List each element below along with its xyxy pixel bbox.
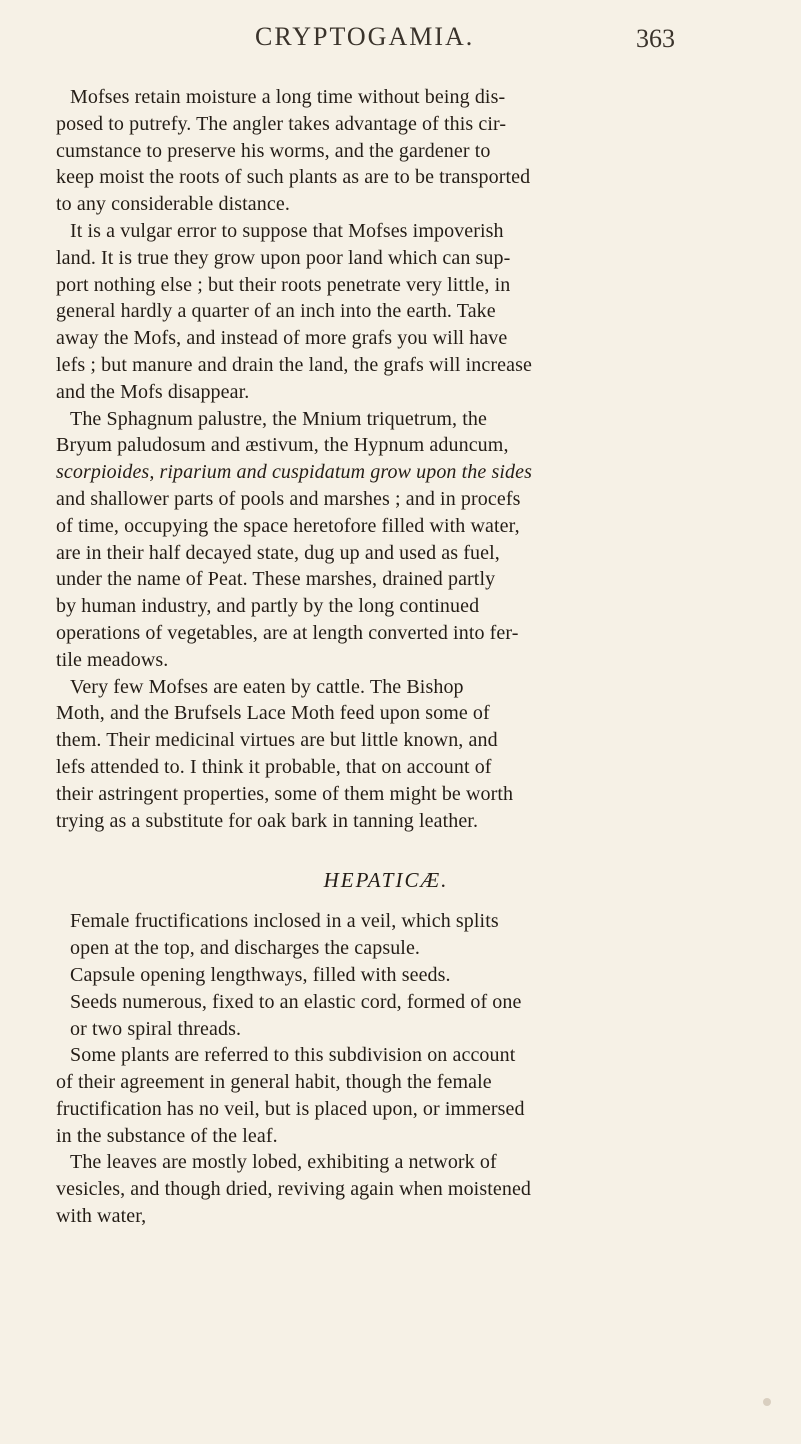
- section-heading: HEPATICÆ.: [323, 868, 449, 893]
- text-line: The Sphagnum palustre, the Mnium triquetrum, the: [70, 407, 487, 430]
- text-line: are in their half decayed state, dug up and used as fuel,: [56, 541, 500, 564]
- heading-gap: [56, 898, 756, 908]
- text-line: Very few Mofses are eaten by cattle. The Bishop: [70, 675, 464, 698]
- text-line: Capsule opening lengthways, filled with seeds.: [70, 963, 451, 986]
- paragraph-peat: [56, 406, 756, 674]
- running-title: CRYPTOGAMIA.: [255, 22, 475, 51]
- text-line: trying as a substitute for oak bark in tanning leather.: [56, 809, 479, 832]
- text-line: fructification has no veil, but is placed upon, or immersed: [56, 1097, 525, 1120]
- text-line: Bryum paludosum and æstivum, the Hypnum aduncum,: [56, 434, 509, 457]
- text-line: operations of vegetables, are at length converted into fer-: [56, 621, 519, 644]
- text-line: and shallower parts of pools and marshes ; and in procefs: [56, 487, 521, 510]
- text-line: by human industry, and partly by the long continued: [56, 595, 480, 618]
- text-line: Mofses retain moisture a long time without being dis-: [70, 86, 506, 108]
- text-line: cumstance to preserve his worms, and the gardener to: [56, 139, 491, 162]
- text-line: vesicles, and though dried, reviving again when moistened: [56, 1178, 532, 1201]
- text-line: tile meadows.: [56, 648, 169, 671]
- page-number: 363: [636, 24, 675, 53]
- text-line: port nothing else ; but their roots penetrate very little, in: [56, 273, 511, 296]
- text-line: under the name of Peat. These marshes, drained partly: [56, 568, 496, 591]
- paragraph-seeds: [56, 989, 756, 1043]
- text-line: their astringent properties, some of them might be worth: [56, 782, 514, 805]
- text-line: away the Mofs, and instead of more grafs you will have: [56, 327, 508, 350]
- paragraph-moisture: [56, 84, 756, 218]
- text-line: lefs attended to. I think it probable, that on account of: [56, 755, 492, 778]
- body-text: [56, 84, 756, 1230]
- paragraph-leaves: [56, 1149, 756, 1229]
- text-line: The leaves are mostly lobed, exhibiting a network of: [70, 1151, 497, 1174]
- text-line: scorpioides, riparium and cuspidatum grow upon the sides: [56, 461, 532, 484]
- section-gap: [56, 834, 756, 862]
- paragraph-cattle: [56, 674, 756, 835]
- text-line: Female fructifications inclosed in a veil, which splits: [70, 910, 499, 933]
- text-line: and the Mofs disappear.: [56, 380, 250, 403]
- text-line: them. Their medicinal virtues are but little known, and: [56, 729, 498, 752]
- text-line: with water,: [56, 1205, 147, 1228]
- running-head: [255, 22, 675, 62]
- text-line: Moth, and the Brufsels Lace Moth feed upon some of: [56, 702, 490, 725]
- text-line: keep moist the roots of such plants as are to be transported: [56, 166, 531, 189]
- text-line: general hardly a quarter of an inch into the earth. Take: [56, 300, 496, 323]
- text-line: land. It is true they grow upon poor land which can sup-: [56, 246, 511, 269]
- text-line: of time, occupying the space heretofore filled with water,: [56, 514, 520, 537]
- text-line: to any considerable distance.: [56, 193, 290, 216]
- paragraph-some-plants: [56, 1042, 756, 1149]
- text-line: It is a vulgar error to suppose that Mofses impoverish: [70, 219, 504, 242]
- text-line: Seeds numerous, fixed to an elastic cord, formed of one: [70, 990, 522, 1013]
- text-line: in the substance of the leaf.: [56, 1124, 278, 1147]
- paper-speck: [763, 1398, 771, 1406]
- paragraph-vulgar-error: [56, 218, 756, 406]
- text-line: open at the top, and discharges the capsule.: [70, 937, 421, 960]
- text-line: Some plants are referred to this subdivision on account: [70, 1044, 516, 1067]
- paragraph-female: [56, 908, 756, 962]
- text-line: or two spiral threads.: [70, 1017, 242, 1040]
- text-line: posed to putrefy. The angler takes advantage of this cir-: [56, 112, 507, 135]
- text-line: of their agreement in general habit, though the female: [56, 1071, 492, 1094]
- text-line: lefs ; but manure and drain the land, the grafs will increase: [56, 353, 532, 376]
- paragraph-capsule: [56, 962, 756, 989]
